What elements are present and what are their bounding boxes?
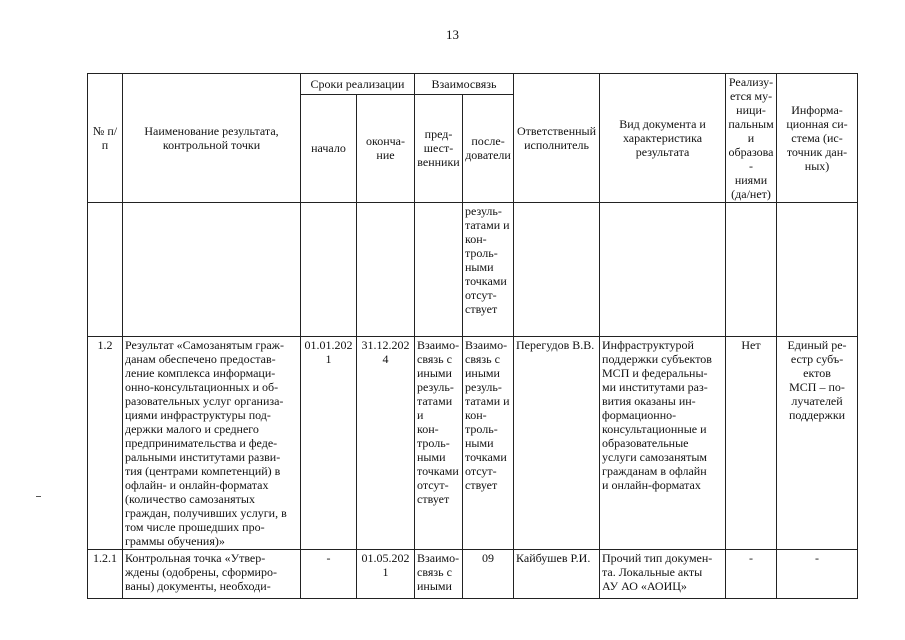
cell-municipal: - [726,550,777,599]
cell-doc-type: Прочий тип докумен- та. Локальные акты АУ АО «АОИЦ» [600,550,726,599]
cell-info-system: - [777,550,858,599]
cell-num: 1.2 [88,337,123,550]
cell-successors: 09 [463,550,514,599]
header-doc-type: Вид документа и характеристика результата [600,74,726,203]
header-predecessors: пред- шест- венники [415,94,463,202]
cell-successors: Взаимо- связь с иными резуль- татами и кон- троль- ными точками отсут- ствует [463,337,514,550]
cell-num: 1.2.1 [88,550,123,599]
header-name: Наименование результата, контрольной точки [123,74,301,203]
cell-name: Контрольная точка «Утвер- ждены (одобрены, сформиро- ваны) документы, необходи- [123,550,301,599]
header-terms-group: Сроки реализации [301,74,415,95]
cell-end: 01.05.2021 [357,550,415,599]
cell-doc-type [600,203,726,337]
cell-info-system [777,203,858,337]
header-end: оконча- ние [357,94,415,202]
table-header [88,74,858,203]
header-num: № п/п [88,74,123,203]
table-row [88,203,858,337]
page-number: 13 [446,27,459,42]
cell-doc-type: Инфраструктурой поддержки субъектов МСП и федеральны- ми институтами раз- вития оказаны ин- формационно- консультационные и образовательные услуги самозанятым гражданам в офлайн и онлайн-форматах [600,337,726,550]
header-start: начало [301,94,357,202]
cell-predecessors [415,203,463,337]
cell-responsible: Кайбушев Р.И. [514,550,600,599]
header-successors: после- дователи [463,94,514,202]
table-row [88,550,858,599]
cell-municipal: Нет [726,337,777,550]
table-row [88,337,858,550]
header-relation-group: Взаимосвязь [415,74,514,95]
cell-successors: резуль- татами и кон- троль- ными точками отсут- ствует [463,203,514,337]
cell-municipal [726,203,777,337]
header-info-system: Информа- ционная си- стема (ис- точник дан- ных) [777,74,858,203]
cell-responsible [514,203,600,337]
cell-predecessors: Взаимо- связь с иными резуль- татами и кон- троль- ными точками отсут- ствует [415,337,463,550]
cell-name [123,203,301,337]
header-municipal: Реализу- ется му- ници- пальными образова- ниями (да/нет) [726,74,777,203]
cell-num [88,203,123,337]
cell-responsible: Перегудов В.В. [514,337,600,550]
cell-end [357,203,415,337]
cell-start: 01.01.2021 [301,337,357,550]
plan-table [87,73,858,599]
cell-predecessors: Взаимо- связь с иными [415,550,463,599]
margin-mark [36,496,41,497]
cell-name: Результат «Самозанятым граж- данам обеспечено предостав- ление комплекса информаци- онно-консультационных и об- разовательных услуг организа- циями инфраструктуры под- держки малого и среднего предпринимательства и феде- ральными институтами разви- тия (центрами компетенций) в офлайн- и онлайн-форматах (количество самозанятых граждан, получивших услуги, в том числе прошедших про- граммы обучения)» [123,337,301,550]
cell-start [301,203,357,337]
cell-info-system: Единый ре- естр субъ- ектов МСП – по- лучателей поддержки [777,337,858,550]
cell-start: - [301,550,357,599]
header-responsible: Ответственный исполнитель [514,74,600,203]
cell-end: 31.12.2024 [357,337,415,550]
